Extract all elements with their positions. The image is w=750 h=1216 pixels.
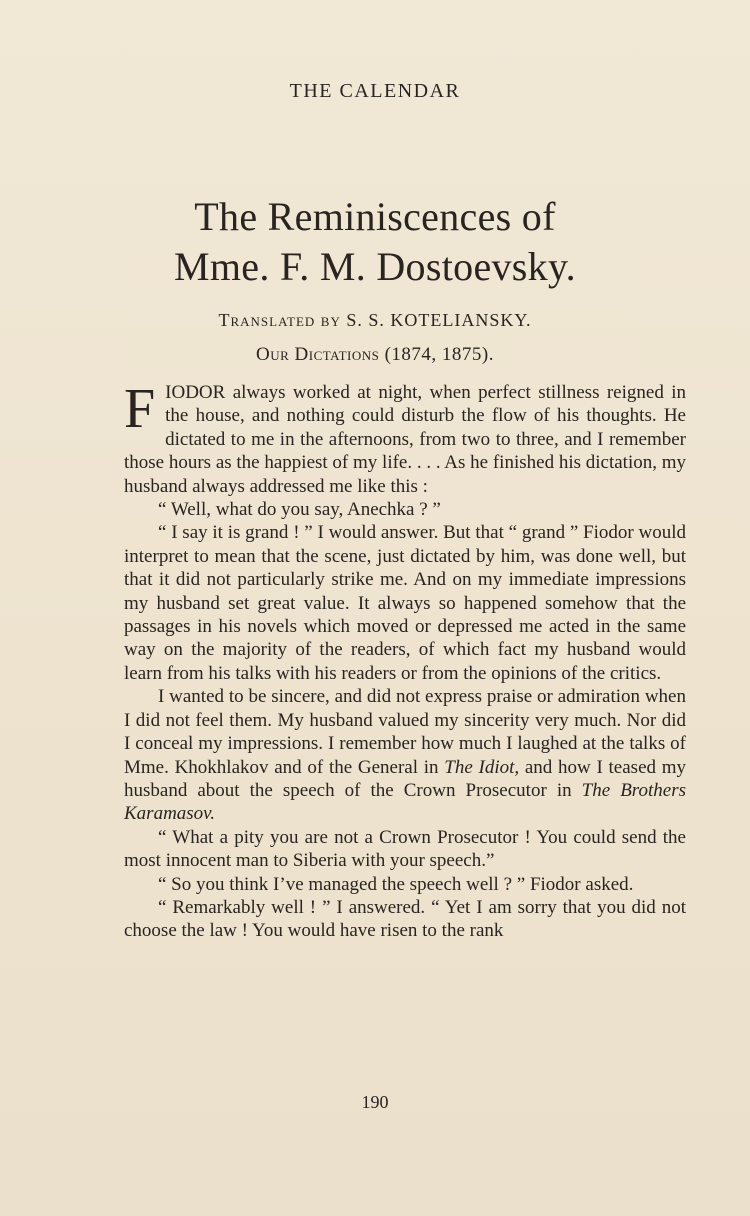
title-line-1: The Reminiscences of [194,194,556,239]
paragraph-4 [124,685,686,825]
paragraph-3: “ I say it is grand ! ” I would answer. But that “ grand ” Fiodor would interpret to mean that the scene, just dictated by him, was done well, but that it did not particularly strike me. And on my immediate impressions my husband set great value. It always so happened somehow that the passages in his novels which moved or depressed me acted in the same way on the majority of the readers, of which fact my husband would learn from his talks with his readers or from the opinions of the critics. [124,522,686,684]
drop-cap: F [124,378,156,440]
translator-prefix: Translated by [218,310,341,330]
title-line-2: Mme. F. M. Dostoevsky. [174,244,576,289]
paragraph-4-text-b: and how I teased my husband about the speech of the Crown Prosecutor in [124,756,687,801]
paragraph-1-text: IODOR always worked at night, when perfect stillness reigned in the house, and nothing could disturb the flow of his thoughts. He dictated to me in the afternoons, from two to three, and I remember those hours as the happiest of my life. . . . As he finished his dictation, my husband always addressed me like this : [124,382,687,497]
translator-name: S. S. KOTELIANSKY. [346,310,532,330]
title-the-idiot: The Idiot, [444,756,520,778]
running-head: THE CALENDAR [289,80,461,102]
paragraph-5: “ What a pity you are not a Crown Prosecutor ! You could send the most innocent man to Siberia with your speech.” [124,826,686,872]
paragraph-1 [124,378,687,498]
article-title [0,192,750,292]
translator-credit [0,310,750,331]
paragraph-6: “ So you think I’ve managed the speech well ? ” Fiodor asked. [158,873,634,895]
paragraph-2: “ Well, what do you say, Anechka ? ” [158,499,441,521]
paragraph-7: “ Remarkably well ! ” I answered. “ Yet I am sorry that you did not choose the law ! You would have risen to the rank [124,896,686,942]
page-number: 190 [361,1092,389,1112]
body-text [124,378,687,943]
section-heading [0,344,750,366]
section-label: Our Dictations [255,344,380,365]
title-brothers-karamasov: The Brothers Karamasov. [124,779,686,825]
paragraph-4-text-a: I wanted to be sincere, and did not express praise or admiration when I did not feel them. My husband valued my sincerity very much. Nor did I conceal my impressions. I remember how much I laughed at the talks of Mme. Khokhlakov and of the General in [124,686,686,778]
section-years: (1874, 1875). [384,344,495,365]
